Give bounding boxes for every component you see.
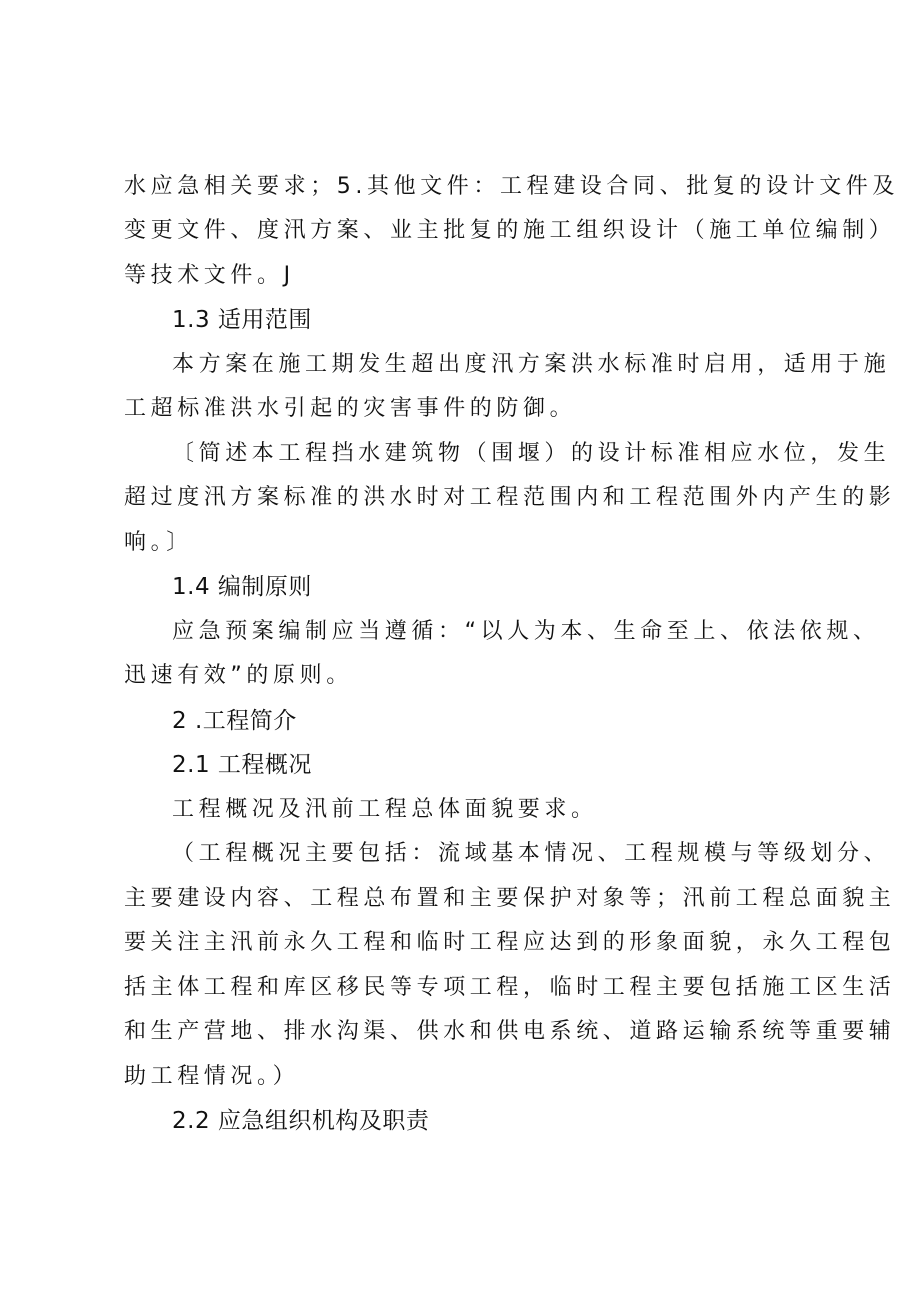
body-text-line: 水应急相关要求；5.其他文件：工程建设合同、批复的设计文件及 bbox=[124, 174, 899, 199]
body-text-line: 工程概况及汛前工程总体面貌要求。 bbox=[172, 797, 598, 822]
body-text-line: 本方案在施工期发生超出度汛方案洪水标准时启用，适用于施 bbox=[172, 352, 891, 377]
body-text-line: 等技术文件。J bbox=[124, 263, 295, 288]
section-heading-2: 2 .工程简介 bbox=[172, 708, 297, 734]
body-text-line: 助工程情况。） bbox=[124, 1064, 300, 1089]
body-text-line: 超过度汛方案标准的洪水时对工程范围内和工程范围外内产生的影 bbox=[124, 485, 896, 510]
body-text-line: 响。〕 bbox=[124, 530, 193, 555]
body-text-line: 和生产营地、排水沟渠、供水和供电系统、道路运输系统等重要辅 bbox=[124, 1019, 896, 1044]
section-heading-1-4: 1.4 编制原则 bbox=[172, 574, 312, 600]
body-text-line: 〔简述本工程挡水建筑物（围堰）的设计标准相应水位，发生 bbox=[172, 441, 891, 466]
body-text-line: （工程概况主要包括：流域基本情况、工程规模与等级划分、 bbox=[172, 841, 891, 866]
body-text-line: 要关注主汛前永久工程和临时工程应达到的形象面貌，永久工程包 bbox=[124, 930, 896, 955]
section-heading-1-3: 1.3 适用范围 bbox=[172, 307, 312, 333]
body-text-line: 工超标准洪水引起的灾害事件的防御。 bbox=[124, 396, 577, 421]
body-text-line: 括主体工程和库区移民等专项工程，临时工程主要包括施工区生活 bbox=[124, 975, 896, 1000]
body-text-line: 应急预案编制应当遵循：“以人为本、生命至上、依法依规、 bbox=[172, 619, 880, 644]
body-text-line: 变更文件、度汛方案、业主批复的施工组织设计（施工单位编制） bbox=[124, 218, 896, 243]
section-heading-2-1: 2.1 工程概况 bbox=[172, 752, 312, 778]
body-text-line: 主要建设内容、工程总布置和主要保护对象等；汛前工程总面貌主 bbox=[124, 886, 896, 911]
body-text-line: 迅速有效”的原则。 bbox=[124, 663, 353, 688]
section-heading-2-2: 2.2 应急组织机构及职责 bbox=[172, 1108, 430, 1134]
